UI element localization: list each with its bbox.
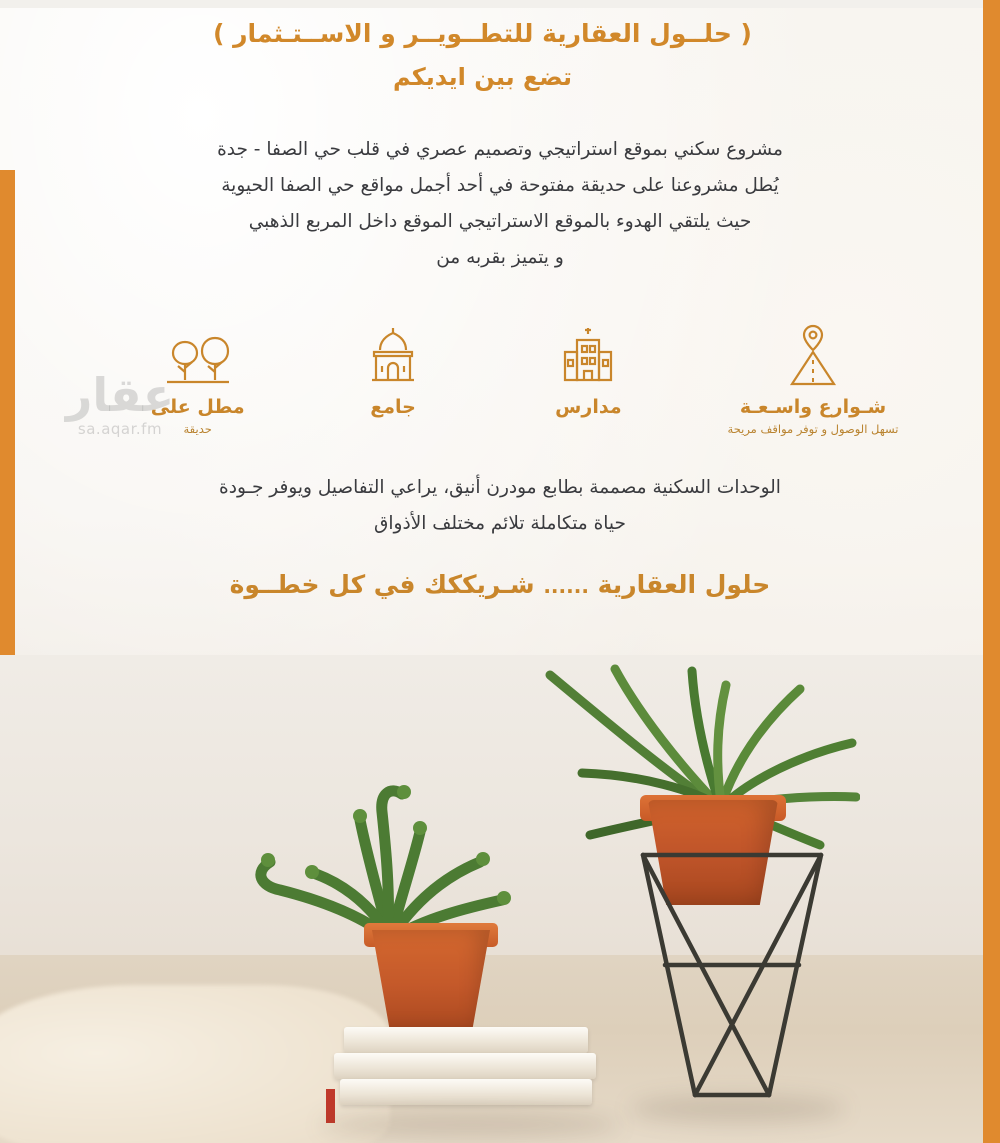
heading-line-1: ( حلــول العقارية للتطــويــر و الاســتـثمار )	[213, 19, 752, 48]
book-bottom	[340, 1079, 592, 1105]
feature-sublabel: تسهل الوصول و توفر مواقف مريحة	[727, 422, 899, 436]
feature-wide-streets	[686, 318, 940, 436]
left-accent-rail	[0, 170, 15, 660]
book-top	[344, 1027, 588, 1053]
heading-line-2: تضع بين ايديكم	[392, 63, 573, 91]
slogan	[150, 570, 850, 599]
school-icon	[557, 318, 619, 388]
slogan-left: شـريككك في كل خطــوة	[229, 570, 535, 599]
mosque-icon	[362, 318, 424, 388]
book-bookmark	[326, 1089, 335, 1123]
intro-paragraph	[85, 132, 915, 276]
feature-mosque	[295, 318, 490, 422]
feature-label: شـوارع واسـعـة	[739, 396, 887, 418]
books-shadow	[320, 1113, 620, 1137]
feature-schools	[491, 318, 686, 422]
road-location-icon	[782, 318, 844, 388]
feature-park-view	[100, 318, 295, 436]
units-line-1: الوحدات السكنية مصممة بطابع مودرن أنيق، يراعي التفاصيل ويوفر جـودة	[219, 477, 781, 498]
small-pot	[372, 930, 490, 1030]
watermark-arabic: عقار	[65, 368, 175, 422]
feature-label: مطل على	[150, 396, 245, 418]
top-strip	[0, 0, 1000, 8]
units-paragraph	[85, 470, 915, 542]
book-stack	[330, 1027, 595, 1125]
intro-line-2: يُطل مشروعنا على حديقة مفتوحة في أحد أجمل مواقع حي الصفا الحيوية	[221, 175, 779, 196]
interior-plants-photo	[0, 655, 983, 1143]
feature-sublabel: حديقة	[183, 422, 212, 436]
slogan-right: حلول العقارية	[597, 570, 771, 599]
right-accent-rail	[983, 0, 1000, 1143]
slogan-dots: ......	[543, 574, 589, 598]
poster-heading	[0, 16, 965, 96]
park-trees-icon	[159, 318, 237, 388]
watermark-latin: sa.aqar.fm	[77, 420, 163, 438]
book-middle	[334, 1053, 596, 1079]
intro-line-3: حيث يلتقي الهدوء بالموقع الاستراتيجي الموقع داخل المربع الذهبي	[248, 211, 752, 232]
feature-label: جامع	[370, 396, 416, 418]
features-row	[100, 318, 940, 458]
units-line-2: حياة متكاملة تلائم مختلف الأذواق	[374, 513, 626, 534]
intro-line-4: و يتميز بقربه من	[436, 247, 564, 268]
intro-line-1: مشروع سكني بموقع استراتيجي وتصميم عصري في قلب حي الصفا - جدة	[217, 139, 783, 160]
succulent-plant	[240, 750, 540, 950]
plant-stand	[625, 845, 840, 1110]
feature-label: مدارس	[555, 396, 622, 418]
